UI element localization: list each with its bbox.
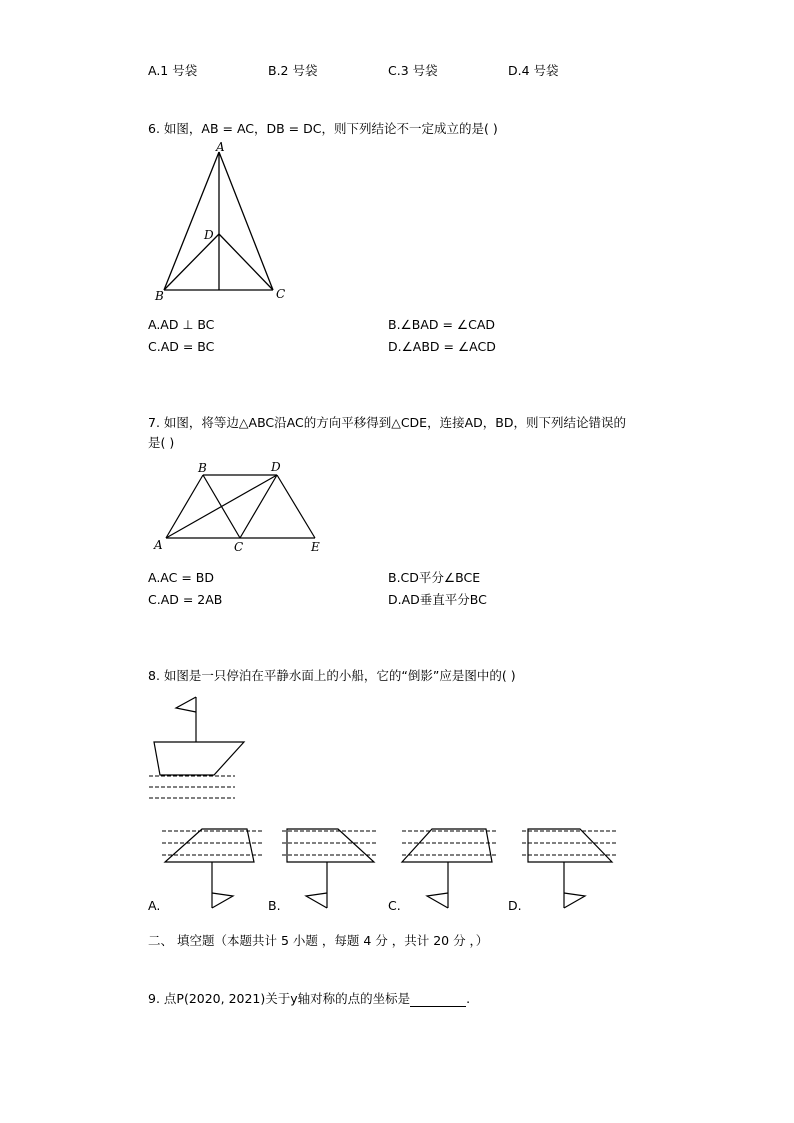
- q9-text: 9. 点P(2020, 2021)关于y轴对称的点的坐标是: [148, 991, 411, 1006]
- q5-option-d: D.4 号袋: [508, 63, 559, 78]
- section-title: 二、 填空题（本题共计 5 小题 ，每题 4 分 ，共计 20 分 ，）: [148, 933, 489, 948]
- q5-option-c: C.3 号袋: [388, 63, 438, 78]
- q8-stem: 8. 如图是一只停泊在平静水面上的小船，它的“倒影”应是图中的( ): [148, 668, 516, 683]
- q7-label-c: C: [234, 540, 244, 554]
- q8-option-c: C.: [388, 898, 401, 913]
- q6-option-a: A.AD ⊥ BC: [148, 317, 215, 332]
- q7-label-e: E: [311, 540, 320, 554]
- q6-option-b: B.∠BAD = ∠CAD: [388, 317, 496, 332]
- q7-option-c: C.AD = 2AB: [148, 592, 223, 607]
- q9-end: .: [466, 991, 471, 1006]
- answer-blank: [410, 993, 466, 1007]
- q7-stem-line2: 是( ): [148, 435, 175, 450]
- q7-option-d: D.AD垂直平分BC: [388, 592, 487, 607]
- q7-label-b: B: [198, 461, 207, 475]
- q7-label-d: D: [271, 460, 281, 474]
- q6-option-c: C.AD = BC: [148, 339, 215, 354]
- q6-stem: 6. 如图，AB = AC，DB = DC，则下列结论不一定成立的是( ): [148, 121, 498, 136]
- q6-label-c: C: [276, 287, 286, 301]
- q8-option-b: B.: [268, 898, 281, 913]
- q8-option-a: A.: [148, 898, 161, 913]
- q6-option-d: D.∠ABD = ∠ACD: [388, 339, 496, 354]
- q7-stem-line1: 7. 如图，将等边△ABC沿AC的方向平移得到△CDE，连接AD，BD，则下列结论错误的: [148, 415, 626, 430]
- q7-option-b: B.CD平分∠BCE: [388, 570, 481, 585]
- q6-label-b: B: [155, 289, 164, 303]
- q6-label-a: A: [216, 140, 225, 154]
- q6-label-d: D: [204, 228, 214, 242]
- q7-label-a: A: [154, 538, 163, 552]
- q5-option-a: A.1 号袋: [148, 63, 198, 78]
- q5-option-b: B.2 号袋: [268, 63, 318, 78]
- q7-option-a: A.AC = BD: [148, 570, 214, 585]
- q9-stem: [148, 991, 470, 1007]
- q8-option-d: D.: [508, 898, 522, 913]
